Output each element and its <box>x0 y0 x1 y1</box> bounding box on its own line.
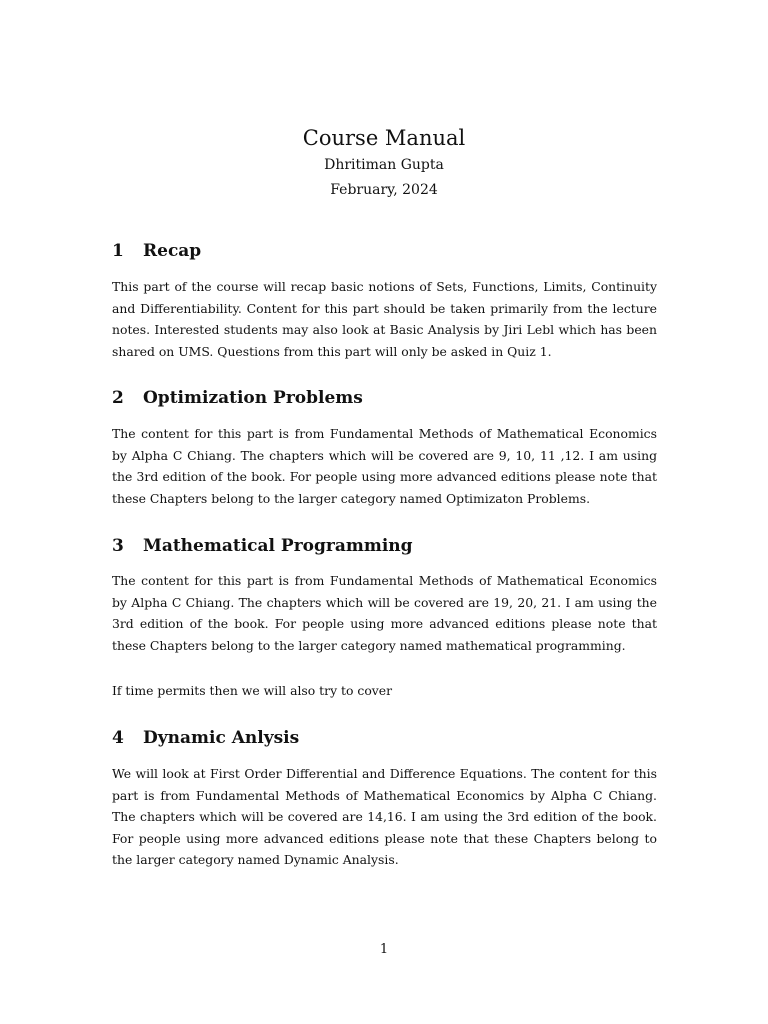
section-title: Dynamic Anlysis <box>143 728 300 748</box>
section-paragraph: This part of the course will recap basic notions of Sets, Functions, Limits, Continuity and Differentiability. Content for this part should be taken primarily from the lecture notes. Interested students may also look at Basic Analysis by Jiri Lebl which has been shared on UMS. Questions from this part will only be asked in Quiz 1. <box>112 279 657 359</box>
section-number: 1 <box>112 241 124 261</box>
section-title: Optimization Problems <box>143 388 363 408</box>
section-paragraph: If time permits then we will also try to cover <box>112 683 393 698</box>
section-title: Mathematical Programming <box>143 536 413 556</box>
section-paragraph: We will look at First Order Differential and Difference Equations. The content for this part is from Fundamental Methods of Mathematical Economics by Alpha C Chiang. The chapters which will be covered are 14,16. I am using the 3rd edition of the book. For people using more advanced editions please note that these Chapters belong to the larger category named Dynamic Analysis. <box>112 766 657 867</box>
section-heading-optimization-problems <box>112 386 363 410</box>
section-heading-mathematical-programming <box>112 534 413 558</box>
section-paragraph: The content for this part is from Fundamental Methods of Mathematical Economics by Alpha C Chiang. The chapters which will be covered are 9, 10, 11 ,12. I am using the 3rd edition of the book. For people using more advanced editions please note that these Chapters belong to the larger category named Optimizaton Problems. <box>112 426 657 506</box>
section-title: Recap <box>143 241 202 261</box>
document-date: February, 2024 <box>330 182 438 198</box>
document-title: Course Manual <box>302 126 466 150</box>
document-author: Dhritiman Gupta <box>324 157 444 173</box>
section-paragraph: The content for this part is from Fundamental Methods of Mathematical Economics by Alpha C Chiang. The chapters which will be covered are 19, 20, 21. I am using the 3rd edition of the book. For people using more advanced editions please note that these Chapters belong to the larger category named mathematical programming. <box>112 573 657 653</box>
page-number: 1 <box>379 942 389 957</box>
section-number: 4 <box>112 728 124 748</box>
section-heading-dynamic-analysis <box>112 726 299 750</box>
section-heading-recap <box>112 239 201 263</box>
section-number: 3 <box>112 536 124 556</box>
section-number: 2 <box>112 388 124 408</box>
